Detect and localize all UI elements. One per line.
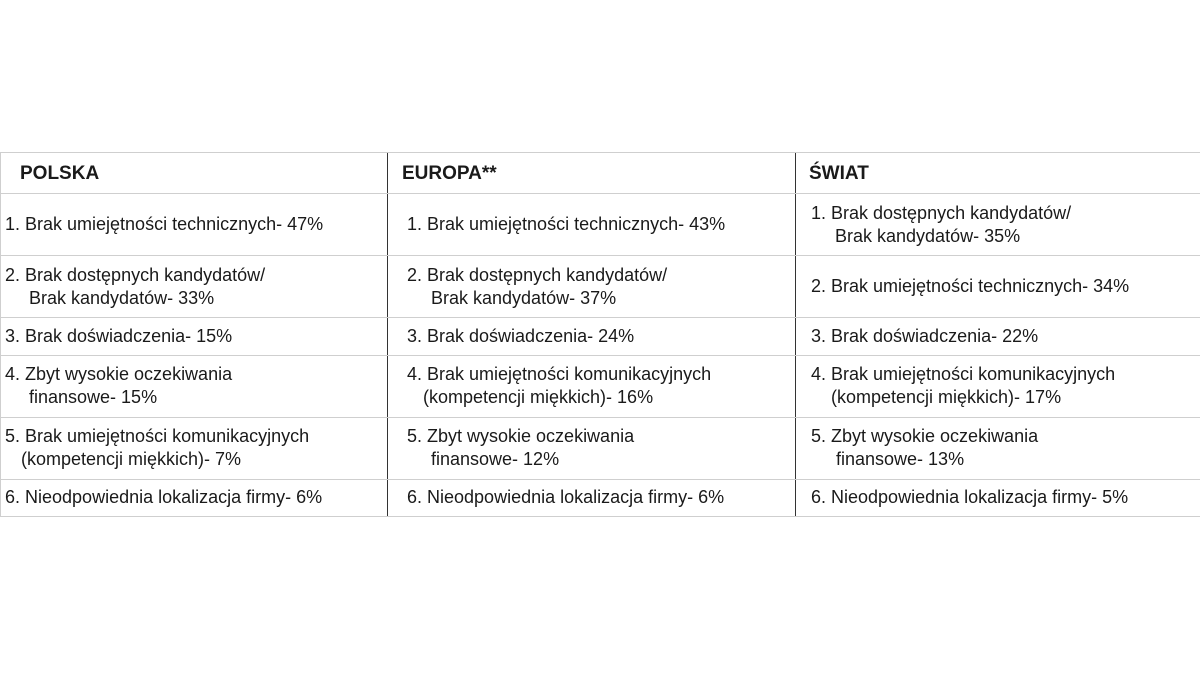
table-cell xyxy=(796,479,1200,516)
cell-line: 6. Nieodpowiednia lokalizacja firmy- 6% xyxy=(407,487,725,508)
table-row xyxy=(1,318,1200,355)
cell-line: 4. Zbyt wysokie oczekiwania xyxy=(5,364,233,385)
cell-line: 5. Zbyt wysokie oczekiwania xyxy=(407,426,635,447)
table-cell xyxy=(796,417,1200,479)
table-row xyxy=(1,479,1200,516)
cell-line-continued: (kompetencji miękkich)- 16% xyxy=(423,387,654,408)
cell-line: 1. Brak dostępnych kandydatów/ xyxy=(811,202,1072,223)
cell-line: 6. Nieodpowiednia lokalizacja firmy- 5% xyxy=(811,487,1129,508)
cell-line: 2. Brak dostępnych kandydatów/ xyxy=(5,264,266,285)
cell-line: 1. Brak umiejętności technicznych- 43% xyxy=(407,214,726,235)
cell-line: 2. Brak dostępnych kandydatów/ xyxy=(407,264,668,285)
cell-line: 2. Brak umiejętności technicznych- 34% xyxy=(811,276,1130,297)
table-cell xyxy=(1,194,388,256)
table-cell xyxy=(388,355,796,417)
table-cell xyxy=(796,256,1200,318)
cell-line-continued: finansowe- 15% xyxy=(29,387,158,408)
cell-line-continued: Brak kandydatów- 33% xyxy=(29,287,215,308)
comparison-table xyxy=(0,152,1200,517)
table-cell xyxy=(388,194,796,256)
cell-line: 4. Brak umiejętności komunikacyjnych xyxy=(407,364,712,385)
cell-line-continued: Brak kandydatów- 37% xyxy=(431,287,617,308)
table-row xyxy=(1,256,1200,318)
cell-line-continued: (kompetencji miękkich)- 17% xyxy=(831,387,1062,408)
table-cell xyxy=(388,318,796,355)
cell-line-continued: (kompetencji miękkich)- 7% xyxy=(21,449,242,470)
header-row xyxy=(1,153,1200,194)
table-row xyxy=(1,355,1200,417)
cell-line-continued: finansowe- 12% xyxy=(431,449,560,470)
table-cell xyxy=(1,355,388,417)
cell-line: 3. Brak doświadczenia- 15% xyxy=(5,325,233,346)
header-europa: EUROPA** xyxy=(388,153,796,194)
table-cell xyxy=(1,479,388,516)
cell-line-continued: finansowe- 13% xyxy=(836,449,965,470)
cell-line: 3. Brak doświadczenia- 24% xyxy=(407,325,635,346)
table-cell xyxy=(1,256,388,318)
cell-line-continued: Brak kandydatów- 35% xyxy=(835,225,1021,246)
table-row xyxy=(1,417,1200,479)
table-cell xyxy=(388,417,796,479)
table-cell xyxy=(796,194,1200,256)
table-row xyxy=(1,194,1200,256)
cell-line: 3. Brak doświadczenia- 22% xyxy=(811,325,1039,346)
cell-line: 1. Brak umiejętności technicznych- 47% xyxy=(5,214,324,235)
header-polska: POLSKA xyxy=(1,153,388,194)
cell-line: 5. Brak umiejętności komunikacyjnych xyxy=(5,426,310,447)
cell-line: 4. Brak umiejętności komunikacyjnych xyxy=(811,364,1116,385)
cell-line: 6. Nieodpowiednia lokalizacja firmy- 6% xyxy=(5,487,323,508)
table-cell xyxy=(796,355,1200,417)
table-cell xyxy=(1,318,388,355)
table-cell xyxy=(388,479,796,516)
table-cell xyxy=(388,256,796,318)
table-cell xyxy=(1,417,388,479)
header-swiat: ŚWIAT xyxy=(796,153,1200,194)
cell-line: 5. Zbyt wysokie oczekiwania xyxy=(811,426,1039,447)
table-cell xyxy=(796,318,1200,355)
